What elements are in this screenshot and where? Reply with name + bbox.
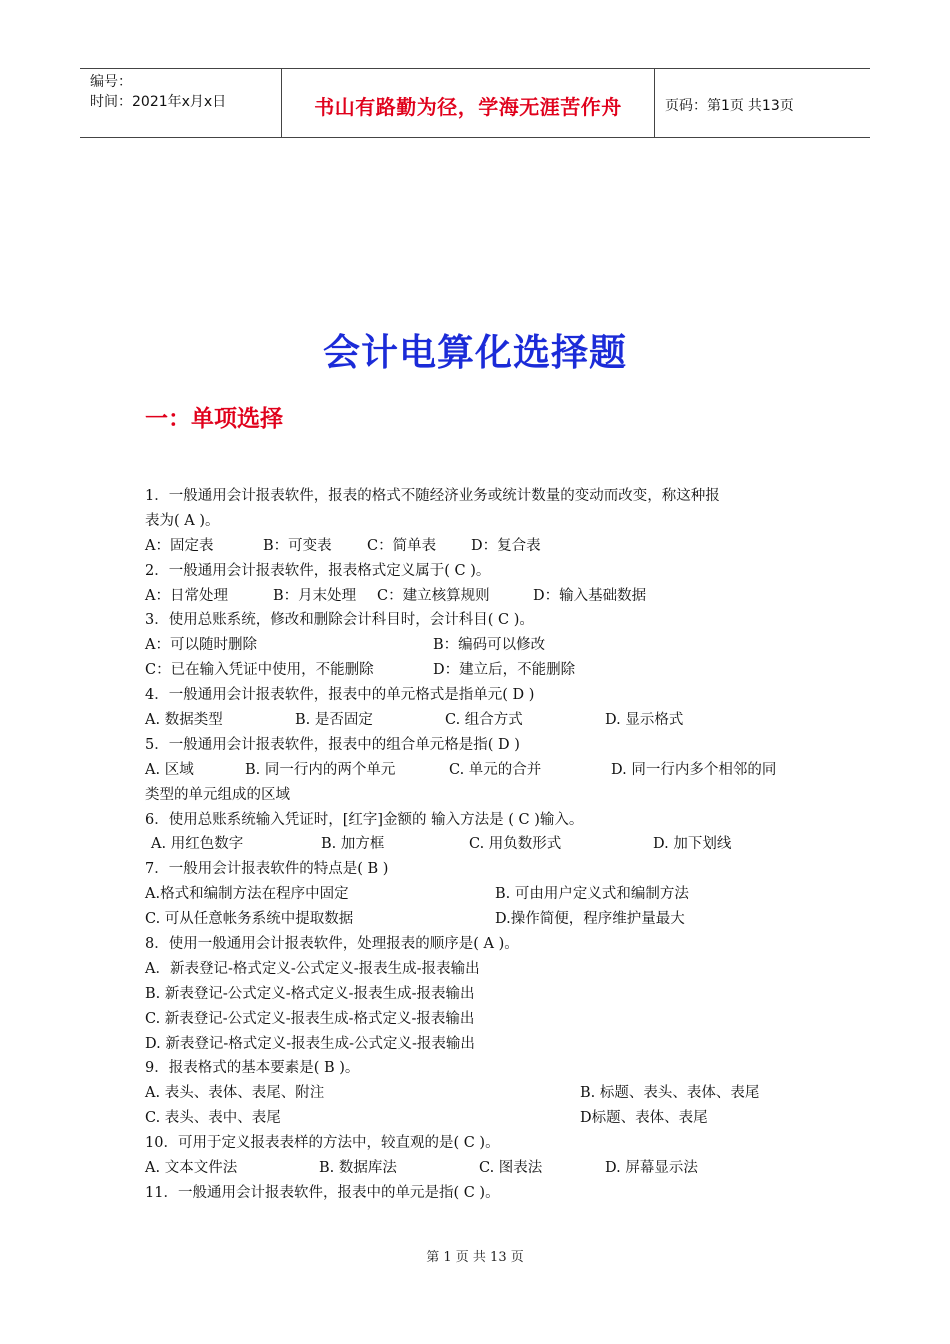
option: B. 加方框 — [321, 836, 385, 853]
question-10-options — [145, 1156, 810, 1181]
document-date-label: 时间：2021年x月x日 — [90, 94, 227, 110]
option: A. 数据类型 — [145, 712, 223, 729]
question-5-options — [145, 758, 810, 783]
option: A. 区域 — [145, 761, 194, 778]
question-1-line-2: 表为( A )。 — [145, 512, 220, 529]
question-5: 5．一般通用会计报表软件，报表中的组合单元格是指( D ) — [145, 736, 520, 753]
option: C：已在输入凭证中使用，不能删除 — [145, 662, 374, 679]
option: C. 组合方式 — [445, 712, 523, 729]
question-5-continuation: 类型的单元组成的区域 — [145, 786, 290, 803]
question-7-options-row-2 — [145, 907, 810, 932]
question-1-options — [145, 534, 810, 559]
header-page-number: 页码：第1页 — [665, 98, 744, 114]
question-7-options-row-1 — [145, 882, 810, 907]
question-8-option-d: D. 新表登记-格式定义-报表生成-公式定义-报表输出 — [145, 1035, 475, 1052]
option: D：建立后，不能删除 — [433, 662, 576, 679]
option: D. 屏幕显示法 — [605, 1160, 698, 1177]
option: D. 同一行内多个相邻的同 — [611, 761, 777, 778]
document-number-label: 编号： — [90, 74, 132, 90]
question-3: 3．使用总账系统，修改和删除会计科目时，会计科目( C )。 — [145, 612, 534, 629]
option: A. 文本文件法 — [145, 1160, 238, 1177]
option: D：复合表 — [471, 537, 541, 554]
question-1-line-1: 1．一般通用会计报表软件，报表的格式不随经济业务或统计数量的变动而改变，称这种报 — [145, 488, 720, 504]
option: A：日常处理 — [145, 587, 228, 604]
question-list — [145, 484, 810, 1206]
option: A：可以随时删除 — [145, 637, 257, 654]
question-10: 10．可用于定义报表表样的方法中，较直观的是( C )。 — [145, 1135, 500, 1152]
option: D.操作简便，程序维护量最大 — [495, 911, 685, 928]
option: B：可变表 — [263, 537, 332, 554]
page-footer: 第 1 页 共 13 页 — [426, 1250, 524, 1265]
option: B：月末处理 — [273, 587, 357, 604]
question-9-options-row-2 — [145, 1106, 810, 1131]
question-8-option-b: B. 新表登记-公式定义-格式定义-报表生成-报表输出 — [145, 985, 475, 1002]
question-7: 7．一般用会计报表软件的特点是( B ) — [145, 861, 389, 878]
option: C. 表头、表中、表尾 — [145, 1110, 281, 1127]
section-title: 一：单项选择 — [145, 406, 283, 432]
question-6-options — [145, 832, 810, 857]
option: D. 加下划线 — [653, 836, 732, 853]
option: B. 同一行内的两个单元 — [245, 761, 396, 778]
question-11: 11．一般通用会计报表软件，报表中的单元是指( C )。 — [145, 1184, 500, 1201]
option: C：建立核算规则 — [377, 587, 490, 604]
header-page-info — [655, 69, 870, 137]
option: D. 显示格式 — [605, 712, 684, 729]
question-3-options-row-1 — [145, 633, 810, 658]
question-8: 8．使用一般通用会计报表软件，处理报表的顺序是( A )。 — [145, 936, 519, 953]
page-header — [80, 68, 870, 138]
question-3-options-row-2 — [145, 658, 810, 683]
option: B. 标题、表头、表体、表尾 — [580, 1085, 760, 1102]
header-meta — [80, 69, 282, 137]
option: C. 用负数形式 — [469, 836, 562, 853]
option: A.格式和编制方法在程序中固定 — [145, 886, 349, 903]
option: B. 可由用户定义式和编制方法 — [495, 886, 689, 903]
question-2-options — [145, 584, 810, 609]
option: B. 数据库法 — [319, 1160, 397, 1177]
option: A：固定表 — [145, 537, 214, 554]
question-9: 9．报表格式的基本要素是( B )。 — [145, 1060, 360, 1077]
question-9-options-row-1 — [145, 1081, 810, 1106]
question-8-option-a: A．新表登记-格式定义-公式定义-报表生成-报表输出 — [145, 960, 480, 977]
question-2: 2．一般通用会计报表软件，报表格式定义属于( C )。 — [145, 562, 491, 579]
question-4: 4．一般通用会计报表软件，报表中的单元格式是指单元( D ) — [145, 687, 535, 704]
document-title: 会计电算化选择题 — [323, 331, 627, 374]
option: D：输入基础数据 — [533, 587, 647, 604]
option: B：编码可以修改 — [433, 637, 546, 654]
option: C. 图表法 — [479, 1160, 543, 1177]
option: C. 单元的合并 — [449, 761, 542, 778]
option: D标题、表体、表尾 — [580, 1110, 708, 1127]
question-8-option-c: C. 新表登记-公式定义-报表生成-格式定义-报表输出 — [145, 1010, 475, 1027]
option: C. 可从任意帐务系统中提取数据 — [145, 911, 354, 928]
option: C：简单表 — [367, 537, 437, 554]
option: B. 是否固定 — [295, 712, 373, 729]
question-4-options — [145, 708, 810, 733]
header-motto: 书山有路勤为径，学海无涯苦作舟 — [282, 69, 655, 137]
question-6: 6．使用总账系统输入凭证时，[红字]金额的 输入方法是 ( C )输入。 — [145, 811, 584, 828]
option: A. 用红色数字 — [151, 836, 244, 853]
header-page-total: 共13页 — [747, 98, 794, 114]
option: A. 表头、表体、表尾、附注 — [145, 1085, 325, 1102]
